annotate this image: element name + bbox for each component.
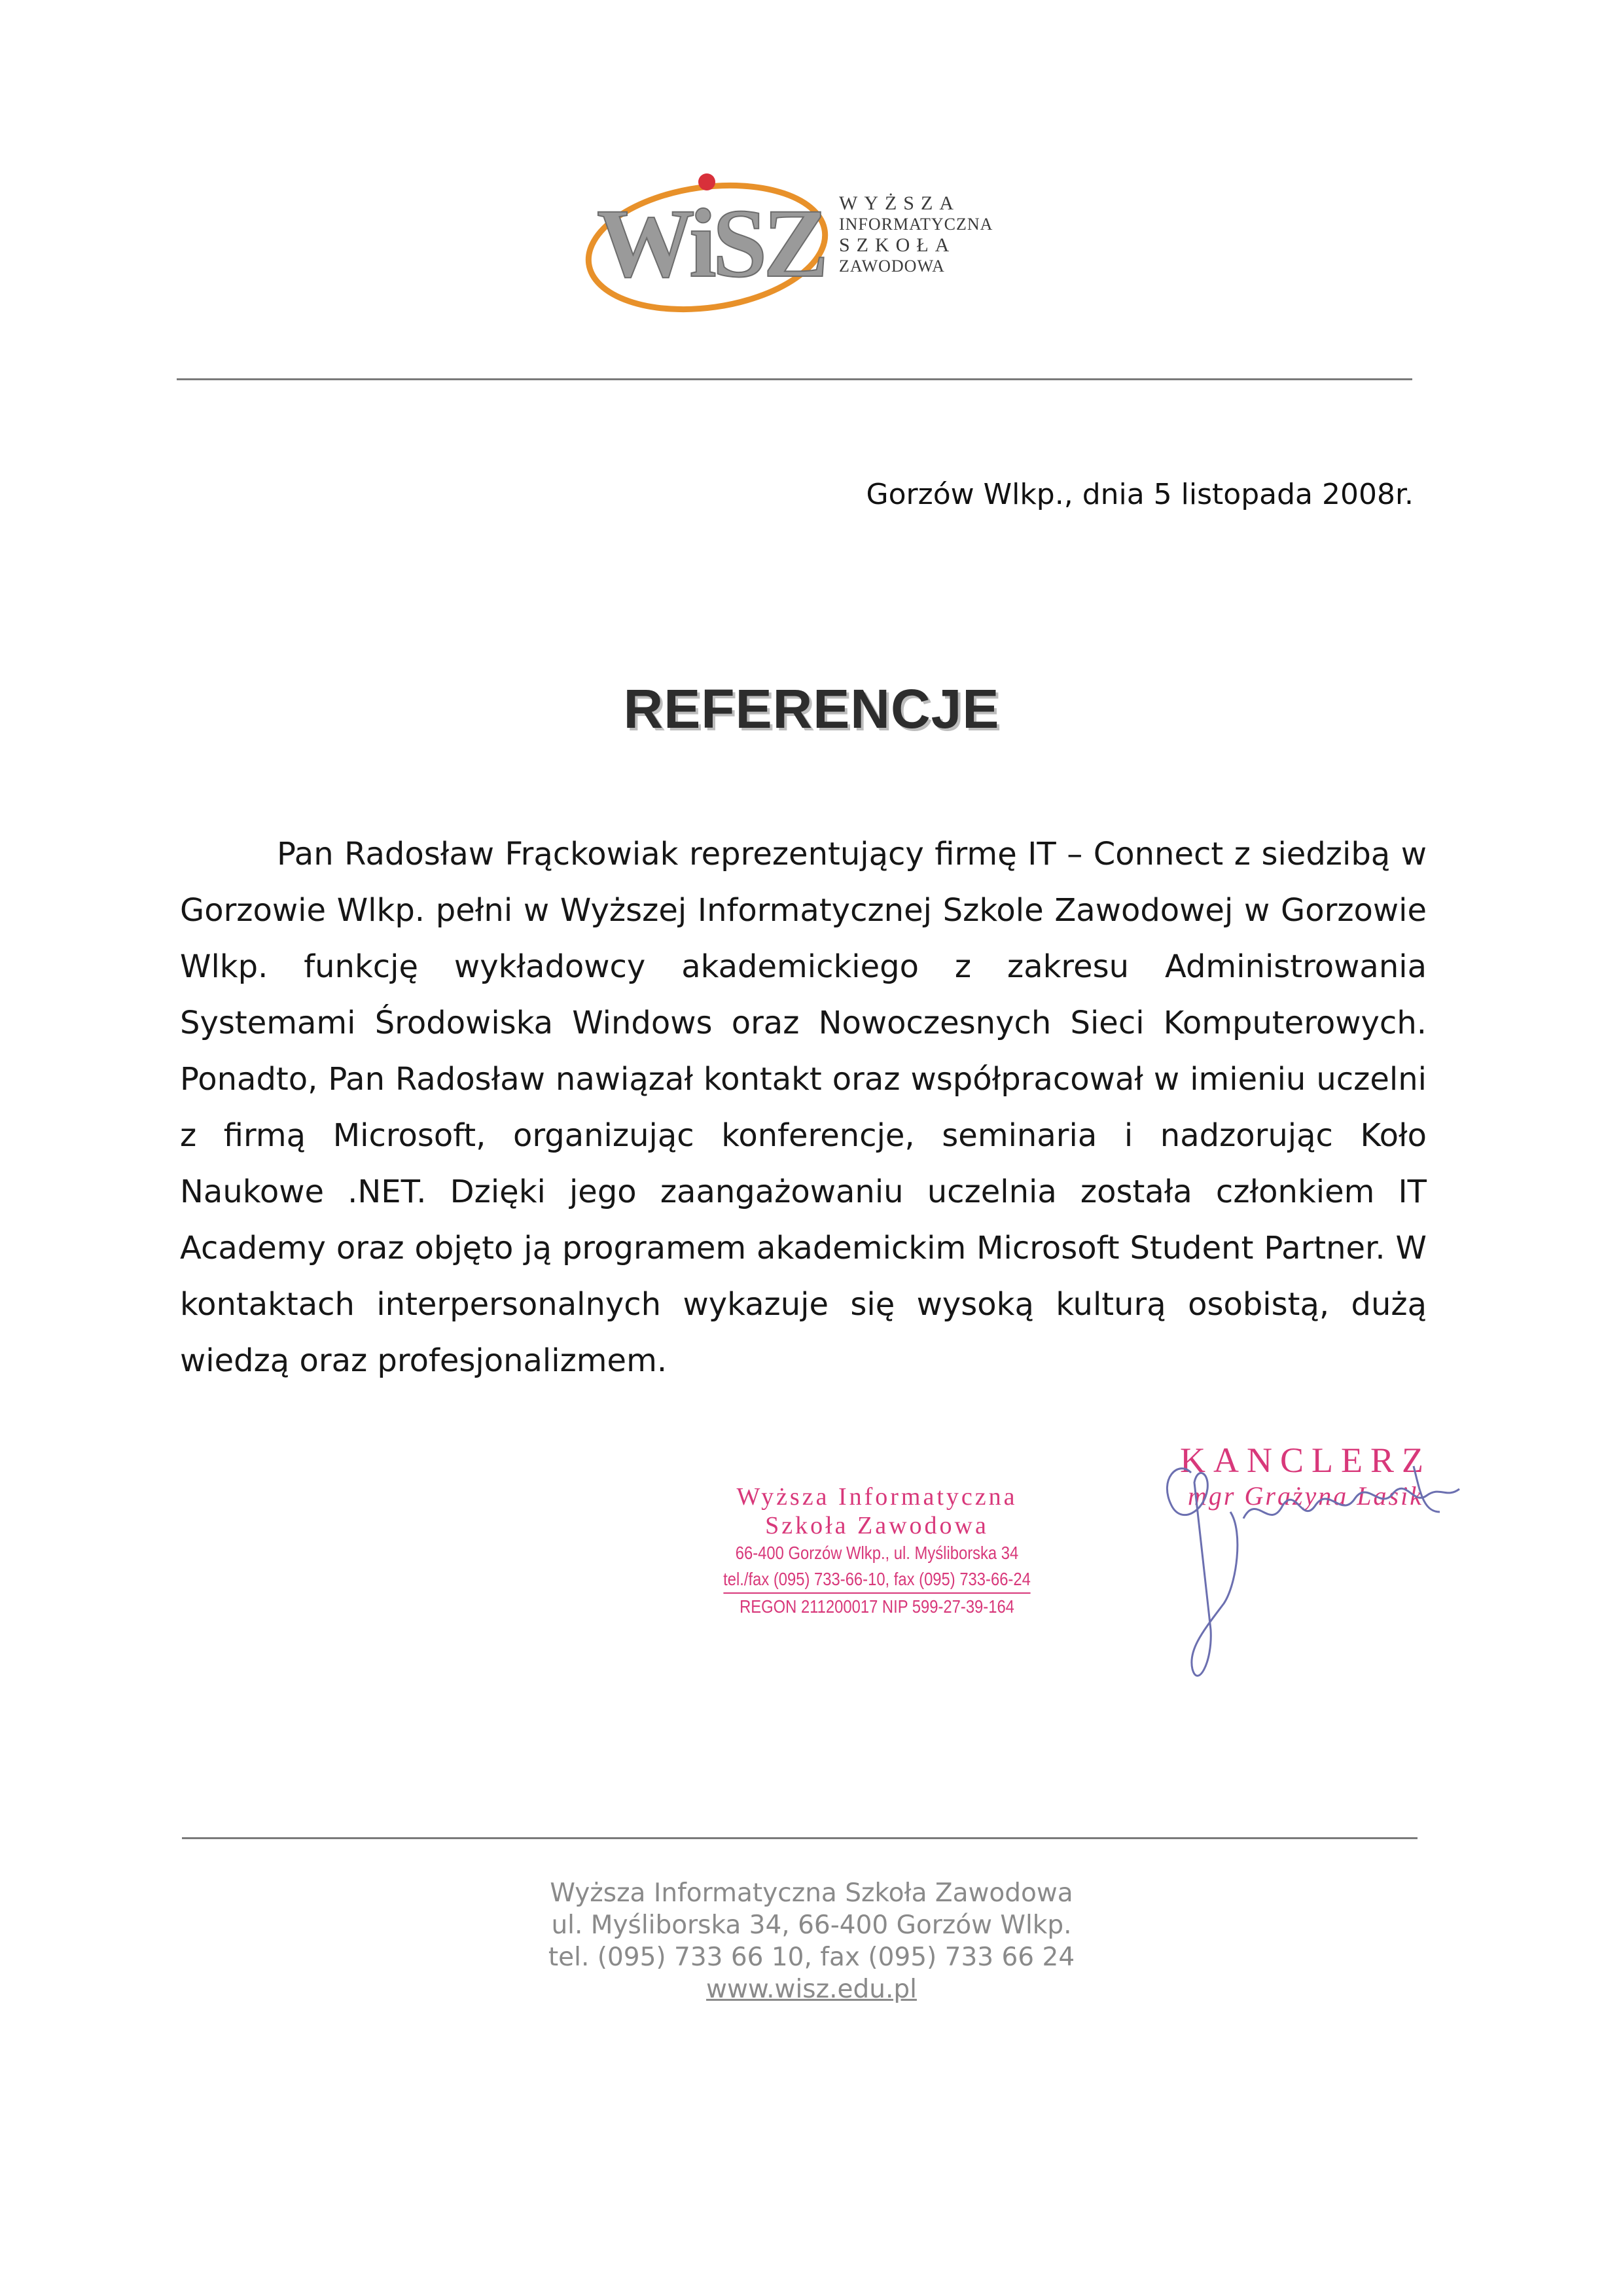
school-stamp (681, 1482, 1073, 1620)
stamp-school-name-2: Szkoła Zawodowa (765, 1512, 989, 1539)
stamp-phone: tel./fax (095) 733-66-10, fax (095) 733-66-24 (723, 1566, 1031, 1594)
kanclerz-title: KANCLERZ (1180, 1441, 1431, 1480)
date-line: Gorzów Wlkp., dnia 5 listopada 2008r. (866, 478, 1414, 511)
logo-line-4: ZAWODOWA (839, 257, 945, 276)
school-logo (582, 164, 1054, 321)
footer (0, 1877, 1623, 2005)
footer-divider (182, 1837, 1418, 1839)
footer-school-name: Wyższa Informatyczna Szkoła Zawodowa (550, 1878, 1073, 1908)
footer-address: ul. Myśliborska 34, 66-400 Gorzów Wlkp. (551, 1910, 1072, 1940)
kanclerz-name: mgr Grażyna Lasik (1188, 1481, 1423, 1511)
logo-line-3: SZKOŁA (839, 234, 956, 256)
stamp-address: 66-400 Gorzów Wlkp., ul. Myśliborska 34 (735, 1543, 1019, 1563)
body-paragraph: Pan Radosław Frąckowiak reprezentujący firmę IT – Connect z siedzibą w Gorzowie Wlkp. pełni w Wyższej Informatycznej Szkole Zawodowej w Gorzowie Wlkp. funkcję wykładowcy akademickiego z zakresu Administrowania Systemami Środowiska Windows oraz Nowoczesnych Sieci Komputerowych. Ponadto, Pan Radosław nawiązał kontakt oraz współpracował w imieniu uczelni z firmą Microsoft, organizując konferencje, seminaria i nadzorując Koło Naukowe .NET. Dzięki jego zaangażowaniu uczelnia została członkiem IT Academy oraz objęto ją programem akademickim Microsoft Student Partner. W kontaktach interpersonalnych wykazuje się wysoką kulturą osobistą, dużą wiedzą oraz profesjonalizmem. (180, 836, 1427, 1379)
footer-website-link[interactable]: www.wisz.edu.pl (706, 1975, 917, 2004)
stamp-school-name-1: Wyższa Informatyczna (736, 1483, 1018, 1511)
handwritten-signature (1132, 1433, 1472, 1708)
svg-text:WiSZ: WiSZ (596, 189, 825, 298)
header-divider (177, 378, 1412, 380)
logo-dot (698, 173, 715, 190)
stamp-regon-nip: REGON 211200017 NIP 599-27-39-164 (740, 1596, 1014, 1617)
logo-line-1: WYŻSZA (839, 192, 960, 214)
document-title: REFERENCJE (623, 678, 1000, 740)
logo-mark (582, 164, 844, 321)
footer-phone: tel. (095) 733 66 10, fax (095) 733 66 24 (548, 1943, 1075, 1972)
logo-line-2: INFORMATYCZNA (839, 215, 993, 234)
